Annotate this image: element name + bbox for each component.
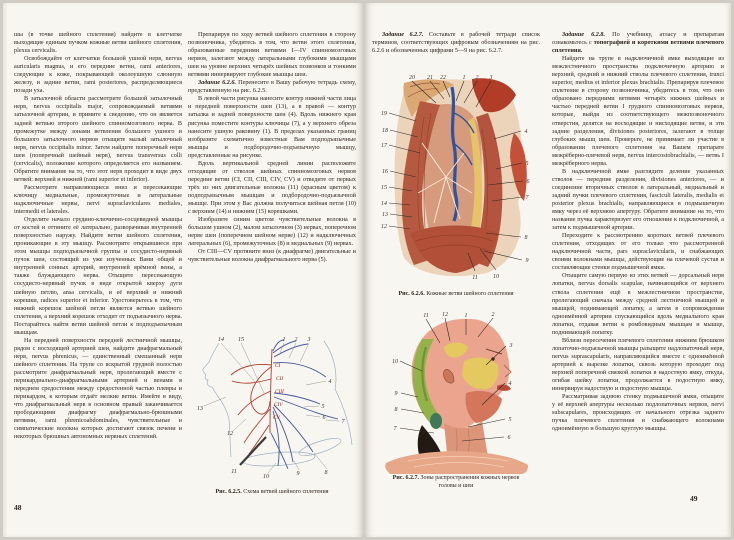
nape-teal-zone — [430, 413, 442, 429]
task-text: По учебнику, атласу и препаратам ознакомьтесь с — [552, 31, 725, 47]
paragraph: Отыщите самую первую из этих ветвей — дорсальный нерв лопатки, nervus dorsalis scapulae, начинающийся от верхнего ствола сплетения ещё в межлестничном пространстве, пролегающий сначала между средней лестничной мышцей и мышцей, поднимающей лопатку, а затем в сопровождении одноимённой артерии спускающийся вдоль медиального края лопатки, отдавая ветви к ромбовидным мышцам и мышце, поднимающей лопатку. — [552, 272, 724, 336]
fig-label: 6 — [507, 435, 511, 441]
paragraph: Вблизи пересечения плечевого сплетения нижним брюшком лопаточно-подъязычной мышцы разыщите надлопаточный нерв, nervus suprascapularis, направляющийся вместе с одноимённой артерией к вырезке лопатки, сквозь которую проходит под верхней поперечной связкой лопатки в надостную ямку, откуда, огибая шейку лопатки, продолжается в подостную ямку, иннервируя надостную и подостную мышцы. — [552, 336, 724, 393]
paragraph: Препарируя по ходу ветвей шейного сплетения в сторону позвоночника, убедитесь в том, что ветви этого сплетения, образованные передними ветвями I—IV спинномозговых нервов, залегают между латеральными глубокими мышцами шеи на уровне верхних четырёх шейных позвонков и тонкими ветвями иннервируют глубокие мышцы шеи. — [188, 31, 356, 79]
paragraph: Отделите начало грудино-ключично-сосцевидной мышцы от костей и оттяните её латерально, разворачивая внутренней поверхностью наружу. Найдите ветви шейного сплетения, проникающие в эту мышцу. Рассмотрите открывшиеся при этом мышцы подподъязычной группы и сосудисто-нервный пучок шеи, состоящий из уже изученных Вами общей и внутренней сонных артерий, внутренней ярёмной вены, а также блуждающего нерва. Отыщите пересекающую сосудисто-нервный пучок в виде открытой кверху дуги шейную петлю, ansa cervicalis, и её верхний и нижний корешки, radices superior et inferior. Удостоверьтесь в том, что нижний корешок шейной петли является ветвью шейного сплетения, а верхний корешок отходит от подъязычного нерва. Постарайтесь найти ветви шейной петли к подподъязычным мышцам. — [14, 216, 182, 336]
fig-label: 5 — [508, 417, 512, 423]
paragraph: От CIII—CV протяните вниз (к диафрагме) двигательные и чувствительные волокна диафрагмального нерва (5). — [188, 248, 356, 264]
face-profile-outline — [203, 343, 231, 457]
fig-627-caption-line1: Зоны распространения кожных нервов — [420, 475, 520, 481]
spine-label: CI — [275, 363, 281, 369]
page-number-left: 48 — [14, 503, 22, 512]
fig-label: 12 — [442, 312, 448, 318]
fig-label: 14 — [218, 337, 224, 343]
fig-label: 7 — [341, 419, 345, 425]
fig-627-caption-line2: головы и шеи — [438, 482, 474, 489]
fig-label: 1 — [464, 313, 468, 319]
clavicle-outline-2 — [297, 435, 342, 459]
fig-label: 17 — [381, 143, 387, 149]
fig-label: 12 — [227, 431, 233, 437]
paragraph: шы (в точке шейного сплетения) найдите в клетчатке выходящие единым пучком кожные ветви шейного сплетения, plexus cervicalis. — [14, 31, 182, 55]
fig-label: 16 — [382, 169, 388, 175]
fig-label: 8 — [324, 470, 328, 476]
fig-label: 2 — [294, 337, 298, 343]
fig-label: 10 — [493, 274, 499, 280]
eye — [491, 357, 494, 360]
fig-label: 2 — [475, 75, 479, 81]
fig-625-caption — [188, 489, 356, 497]
fig-label: 3 — [307, 337, 311, 343]
fig-label: 21 — [427, 75, 433, 81]
phrenic-branch — [271, 433, 288, 469]
fig-label: 5 — [321, 404, 325, 410]
fig-627-caption-number: Рис. 6.2.7. — [392, 475, 419, 481]
fig-label: 6 — [322, 415, 326, 421]
fig-label: 6 — [526, 179, 530, 185]
occipital-branch — [273, 363, 326, 377]
fig-626-caption-text: Кожные ветви шейного сплетения — [426, 291, 514, 297]
fig-label: 5 — [525, 161, 529, 167]
task-paragraph — [552, 31, 724, 55]
fig-label: 15 — [381, 185, 387, 191]
fig-label: 11 — [472, 275, 478, 281]
fig-label: 2 — [491, 312, 495, 318]
fig-label: 12 — [381, 224, 387, 230]
fig-label: 10 — [392, 359, 398, 365]
fig-label: 15 — [238, 337, 244, 343]
fig-627-caption — [372, 475, 540, 490]
page-number-right: 49 — [690, 494, 698, 503]
task-number-628: Задание 6.2.8. — [562, 31, 606, 38]
pointer-wedge — [240, 437, 266, 465]
fig-label: 4 — [508, 381, 512, 387]
fig-625-caption-number: Рис. 6.2.5. — [215, 489, 242, 495]
fig-label: 10 — [263, 474, 269, 480]
fig-label: 13 — [197, 406, 203, 412]
fig-label: 3 — [509, 343, 513, 349]
left-page-column-1 — [14, 31, 182, 441]
task-text: Перенесите в Вашу рабочую тетрадь схему, представленную на рис. 6.2.5. — [188, 79, 356, 95]
fig-625-caption-text: Схема ветвей шейного сплетения — [243, 489, 329, 495]
page-left — [3, 3, 364, 537]
fig-label: 1 — [462, 75, 466, 81]
paragraph: В левой части рисунка нанесите контур нижней части лица и передней поверхности шеи (13), а в правой — контур затылка и задней поверхности шеи (4). Вдоль нижнего края рисунка поместите контуры ключицы (7), а у верхнего обреза нанесите ушную раковину (1). В пределах указанных границ изобразите схематично известные Вам подподъязычные мышцы и подбородочно-подъязычную мышцу, представленные на рисунке. — [188, 95, 356, 159]
task-text: Составьте в рабочей тетради список терминов, соответствующих цифровым обозначениям на рис. 6.2.6 и обозначенных цифрами 5—9 на рис. 6.2.7. — [372, 31, 541, 55]
fig-label: 8 — [524, 235, 528, 241]
paragraph: Изобразите синим цветом чувствительные волокна в большом ушном (2), малом затылочном (3) нервах, поперечном нерве шеи (поперечном шейном нерве) (12) и надключичных латеральных (6), промежуточных (8) и медиальных (9) нервах. — [188, 216, 356, 248]
task-paragraph — [372, 31, 540, 55]
fig-label: 7 — [525, 195, 529, 201]
fig-label: 11 — [423, 313, 429, 319]
fig-label: 3 — [489, 75, 493, 81]
paragraph: Освобождайте от клетчатки большой ушной нерв, nervus auricularis magnus, и его передние ветви, rami anteriores, следующие к коже, покрывающей околоушную слюнную железу, и задние ветви, rami posteriores, распределяющиеся позади уха. — [14, 55, 182, 95]
fig-label: 1 — [282, 337, 286, 343]
paragraph: В затылочной области рассмотрите большой затылочный нерв, nervus occipitalis major, сопровождаемый ветвями затылочной артерии, и примите к сведению, что он является задней ветвью второго шейного спинномозгового нерва. В промежутке между зонами ветвления большого ушного и большого затылочного нервов отыщите малый затылочный нерв, nervus occipitalis minor. Затем найдите поперечный нерв шеи (поперечный шейный нерв), nervus transversus colli (cervicalis), положение которого определяется его названием. Обратите внимание на то, что этот нерв проходит в виде двух ветвей: верхней и нижней (rami superior et inferior). — [14, 95, 182, 183]
ansa-cervicalis-loop — [251, 367, 271, 414]
task-bold-terms: топографией и короткими ветвями плечевого сплетения. — [552, 39, 725, 55]
left-page-column-2 — [188, 31, 356, 264]
paragraph: В надключичной ямке разглядите деление указанных стволов — передние разделения, divisiones anteriores, — и соединение вторичных стволов в латеральный, медиальный и задний пучки плечевого сплетения, fasciculi lateralis, medialis et posterior plexus brachialis, направляющиеся в подмышечную ямку через её верхнюю апертуру. Обратите внимание на то, что название пучка характеризует его отношение к подключичной, а затем к подмышечной артерии. — [552, 167, 724, 232]
fig-label: 20 — [409, 75, 415, 81]
paragraph: Рассматривая заднюю стенку подмышечной ямки, отыщите у её верхней апертуры несколько подлопаточных нервов, nervi subscapulares, происходящих от начального отрезка заднего пучка плечевого сплетения и снабжающего волокнами одноимённую и большую круглую мышцы. — [552, 393, 724, 433]
fig-label: 11 — [231, 469, 237, 475]
fig-label: 4 — [328, 379, 332, 385]
paragraph: Найдите на трупе в надключичной ямке выходящие из межлестничного пространства подключичную артерию и верхний, средний и нижний стволы плечевого сплетения, trunci superior, medius et inferior plexus brachialis. Препарируя плечевое сплетение в сторону позвоночника, убедитесь в том, что оно образовано передними ветвями четырёх нижних шейных и частью передней ветви I грудного спинномозговых нервов, которые, выйдя из соответствующего межпозвоночного отверстия, делятся на восходящие и нисходящие ветви, и эти задние разделения, divisiones posteriores, залегают в толще глубоких мышц шеи. Проверьте, не принимает ли участие в образовании плечевого сплетения на Вашем препарате межрёберно-плечевой нерв, nervus intercostobrachialis, — ветвь I межрёберного нерва. — [552, 55, 724, 167]
fig-label: 8 — [394, 407, 398, 413]
occiput-outline — [321, 341, 352, 445]
fig-label: 14 — [381, 201, 387, 207]
right-page-column-1 — [372, 31, 540, 55]
fig-label: 22 — [440, 75, 446, 81]
fig-label: 18 — [382, 128, 388, 134]
fig-label: 9 — [296, 471, 300, 477]
paragraph: Вдоль вертикальной средней линии расположите отходящие от стволов шейных спинномозговых нервов передние ветви (CI, CII, CIII, CIV, CV) и отведите от первых трёх из них двигательные волокна (11) (красным цветом) к подподъязычным мышцам и подбородочно-подъязычной мышце. При этом у Вас должна получиться шейная петля (10) с верхним (14) и нижним (15) корешками. — [188, 159, 356, 216]
figure-626-cutaneous-branches-dissection — [376, 73, 534, 287]
paragraph: Переходите к рассмотрению коротких ветвей плечевого сплетения, отходящих от его только что рассмотренной надключичной части, pars supraclavicularis, и снабжающих своими волокнами мышцы, действующие на плечевой сустав и составляющие стенки подмышечной ямки. — [552, 232, 724, 272]
task-paragraph — [188, 79, 356, 95]
fig-626-caption — [372, 291, 540, 299]
fig-label: 13 — [382, 212, 388, 218]
fig-label: 4 — [524, 129, 528, 135]
task-number-627: Задание 6.2.7. — [382, 31, 424, 38]
right-page-column-2 — [552, 31, 724, 433]
figure-627-cutaneous-zones-head — [378, 309, 536, 475]
fig-label: 9 — [525, 258, 529, 264]
paragraph: Рассмотрите направляющиеся вниз и пересекающие ключицу медиальные, промежуточные и латеральные надключичные нервы, nervi supraclaviculares mediales, intermedii et laterales. — [14, 183, 182, 216]
spine-label: CII — [276, 376, 284, 382]
spine-label: CIII — [275, 389, 284, 395]
figure-625-cervical-plexus-schematic — [186, 335, 358, 487]
fig-label: 19 — [381, 111, 387, 117]
page-right — [364, 3, 731, 537]
paragraph: На передней поверхности передней лестничной мышцы, рядом с восходящей артерией шеи, найдите диафрагмальный нерв, nervus phrenicus, — единственный смешанный нерв шейного сплетения. На трупе со вскрытой грудной полостью рассмотрите диафрагмальный нерв, пролегающий вместе с перикардиально-диафрагмальными артерией и венами в переднем средостении между средостенной частью плевры и перикардом, к которым отдаёт мелкие ветви. Имейте в виду, что диафрагмальный нерв в основном правый заканчивается прободающими диафрагму диафрагмально-брюшными ветвями, rami phrenicoabdominales, чувствительные и симпатические волокна которых достигают связок печени и некоторых брюшных автономных нервных сплетений. — [14, 336, 182, 441]
fig-label: 9 — [394, 391, 398, 397]
fig-label: 7 — [393, 426, 397, 432]
task-number-626: Задание 6.2.6. — [198, 79, 237, 87]
spine-label: CIV — [274, 402, 283, 408]
spine-label: CV — [273, 415, 280, 421]
fig-626-caption-number: Рис. 6.2.6. — [398, 291, 425, 297]
